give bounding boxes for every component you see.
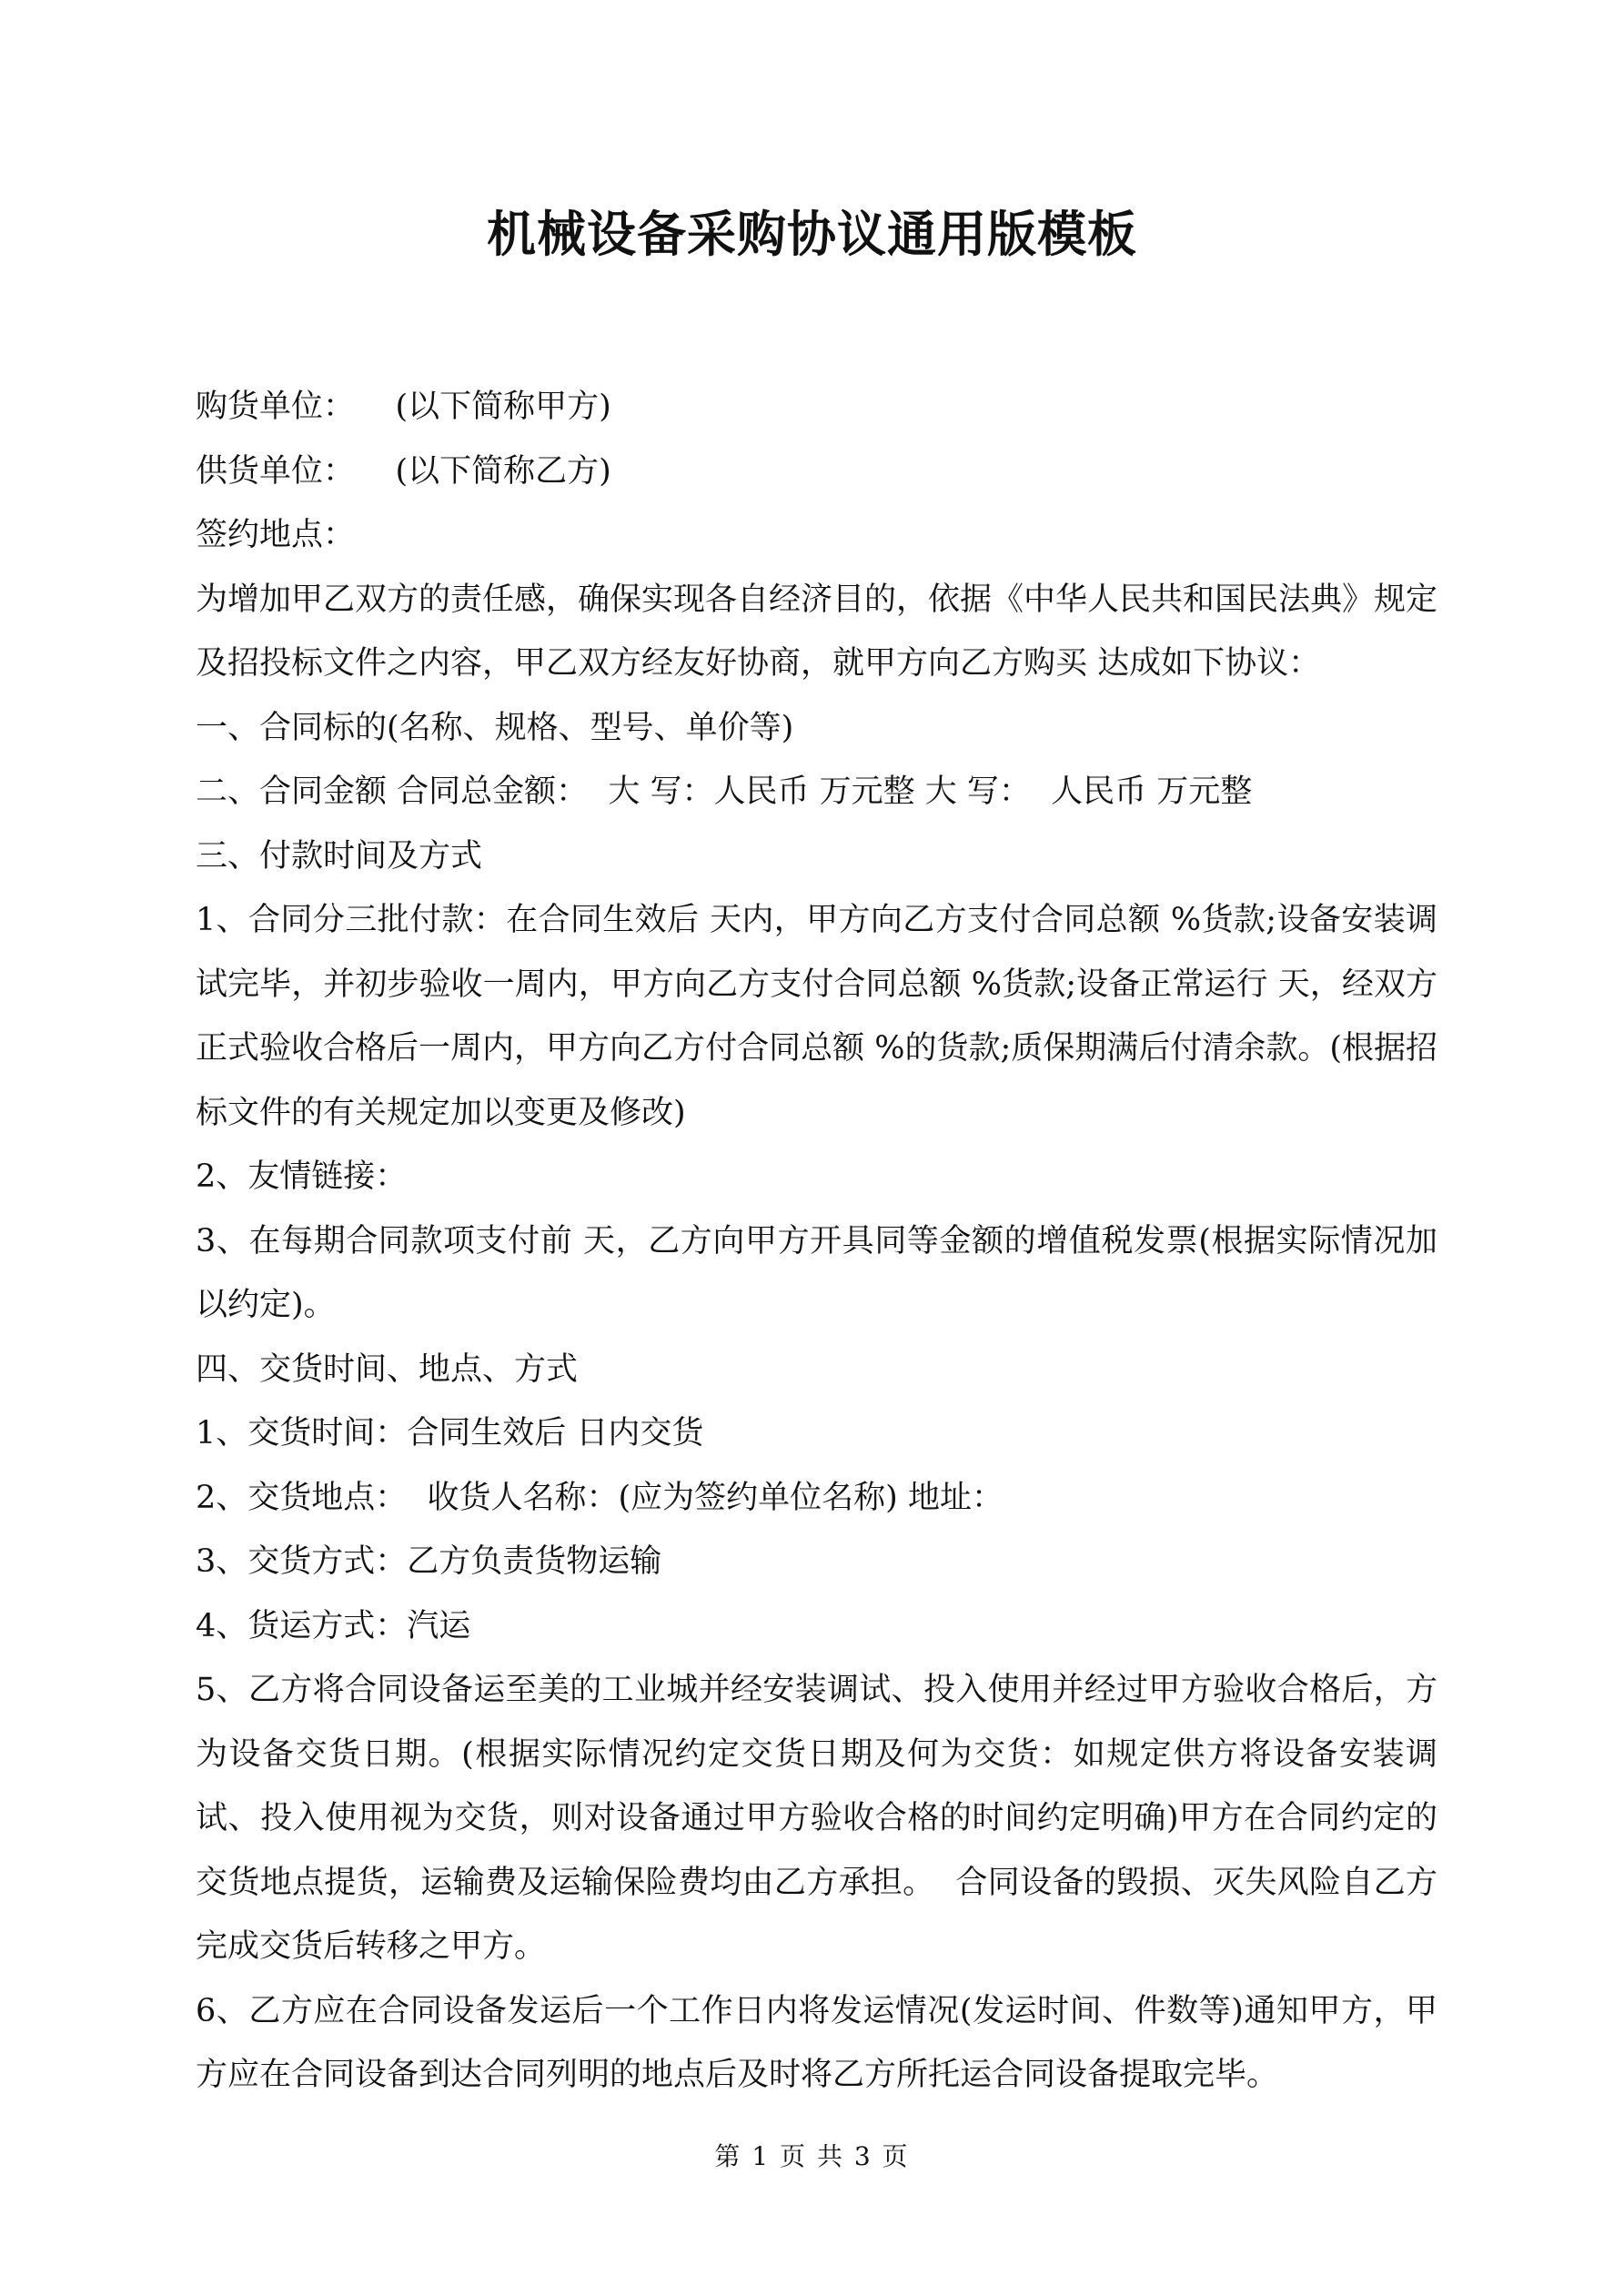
purchaser-line: 购货单位： (以下简称甲方) [196, 389, 611, 425]
section-4-heading: 四、交货时间、地点、方式 [196, 1350, 579, 1388]
payment-clause-1: 1、合同分三批付款：在合同生效后 天内，甲方向乙方支付合同总额 %货款;设备安装调试完毕，并初步验收一周内，甲方向乙方支付合同总额 %货款;设备正常运行 天，经双方正式验收合格后一周内，甲方向乙方付合同总额 %的货款;质保期满后付清余款。(根据招标文件的有关规定加以变更及修改) [196, 902, 1437, 1131]
delivery-clause-1: 1、交货时间：合同生效后 日内交货 [196, 1415, 704, 1451]
page-number-footer: 第 1 页 共 3 页 [714, 2141, 910, 2171]
document-body [196, 375, 1437, 2108]
delivery-clause-5: 5、乙方将合同设备运至美的工业城并经安装调试、投入使用并经过甲方验收合格后，方为设备交货日期。(根据实际情况约定交货日期及何为交货：如规定供方将设备安装调试、投入使用视为交货，则对设备通过甲方验收合格的时间约定明确)甲方在合同约定的交货地点提货，运输费及运输保险费均由乙方承担。 合同设备的毁损、灭失风险自乙方完成交货后转移之甲方。 [196, 1672, 1437, 1965]
delivery-clause-4: 4、货运方式：汽运 [196, 1607, 471, 1644]
document-title: 机械设备采购协议通用版模板 [487, 205, 1137, 263]
delivery-clause-6: 6、乙方应在合同设备发运后一个工作日内将发运情况(发运时间、件数等)通知甲方，甲方应在合同设备到达合同列明的地点后及时将乙方所托运合同设备提取完毕。 [196, 1992, 1437, 2093]
section-2-amount: 二、合同金额 合同总金额： 大 写：人民币 万元整 大 写： 人民币 万元整 [196, 774, 1253, 810]
preamble-paragraph: 为增加甲乙双方的责任感，确保实现各自经济目的，依据《中华人民共和国民法典》规定及招投标文件之内容，甲乙双方经友好协商，就甲方向乙方购买 达成如下协议： [196, 581, 1438, 682]
signing-location-line: 签约地点： [196, 517, 356, 553]
section-1-heading: 一、合同标的(名称、规格、型号、单价等) [196, 709, 794, 746]
delivery-clause-3: 3、交货方式：乙方负责货物运输 [196, 1543, 662, 1580]
section-3-heading: 三、付款时间及方式 [196, 837, 483, 875]
payment-clause-3: 3、在每期合同款项支付前 天，乙方向甲方开具同等金额的增值税发票(根据实际情况加以约定)。 [196, 1222, 1437, 1323]
supplier-line: 供货单位： (以下简称乙方) [196, 452, 611, 490]
payment-clause-2: 2、友情链接： [196, 1158, 408, 1195]
delivery-clause-2: 2、交货地点： 收货人名称：(应为签约单位名称) 地址： [196, 1479, 1004, 1516]
